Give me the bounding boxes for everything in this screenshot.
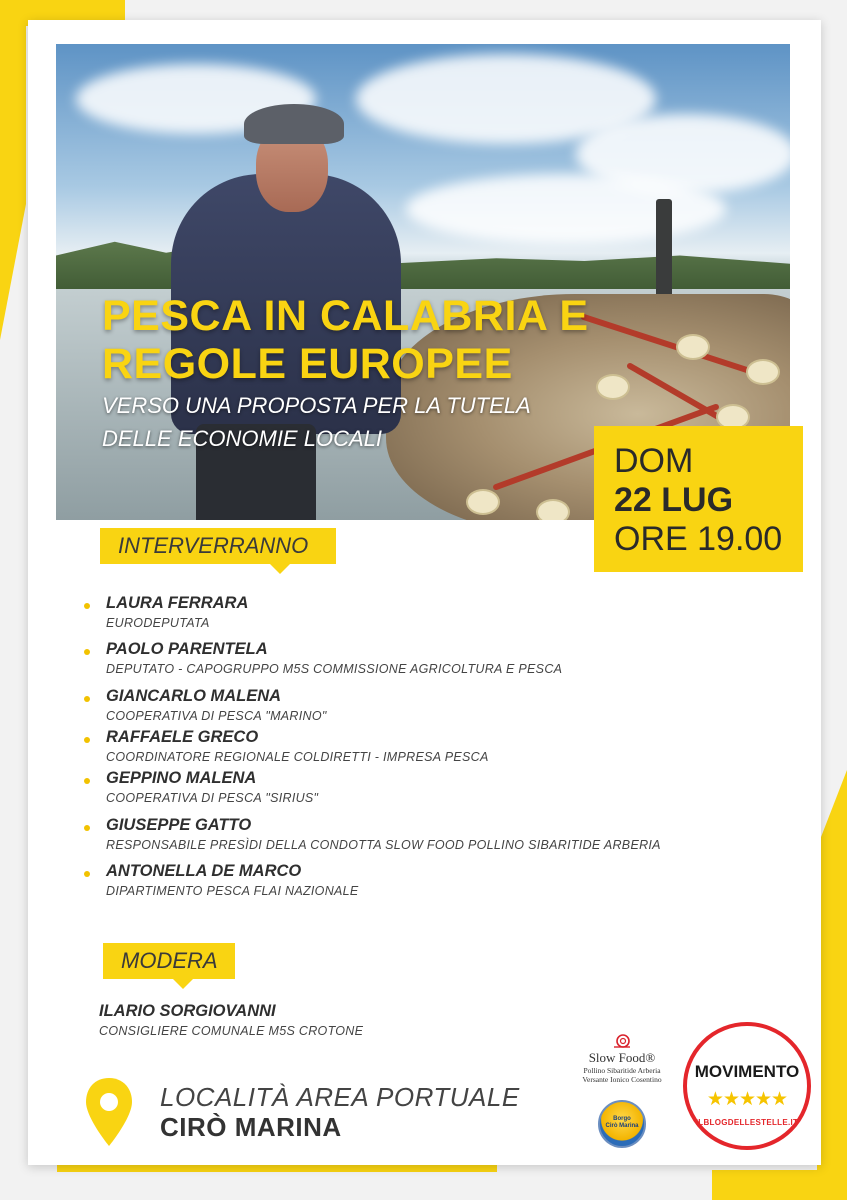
event-subtitle-line2: DELLE ECONOMIE LOCALI — [102, 426, 382, 451]
speaker-role: EURODEPUTATA — [106, 616, 210, 630]
moderator-name: ILARIO SORGIOVANNI — [99, 1002, 276, 1020]
bullet-icon — [84, 871, 90, 877]
snail-icon — [613, 1034, 631, 1048]
borgo-badge-logo — [598, 1100, 646, 1148]
bullet-icon — [84, 737, 90, 743]
net-float — [746, 359, 780, 385]
speaker-role: DIPARTIMENTO PESCA FLAI NAZIONALE — [106, 884, 359, 898]
event-subtitle — [102, 389, 662, 455]
bullet-icon — [84, 649, 90, 655]
yellow-stripe-right — [817, 770, 847, 1200]
bullet-icon — [84, 778, 90, 784]
location-line1: LOCALITÀ AREA PORTUALE — [160, 1082, 520, 1112]
m5s-blog: ILBLOGDELLESTELLE.IT — [695, 1118, 799, 1127]
slowfood-sub1: Pollino Sibaritide Arberia — [583, 1066, 661, 1075]
speaker-name: GEPPINO MALENA — [106, 769, 257, 787]
fisherman-cap — [244, 104, 344, 144]
speaker-role: DEPUTATO - CAPOGRUPPO M5S COMMISSIONE AGRICOLTURA E PESCA — [106, 662, 563, 676]
event-title — [102, 292, 722, 388]
m5s-title: MOVIMENTO — [694, 1062, 800, 1081]
speaker-role: RESPONSABILE PRESÌDI DELLA CONDOTTA SLOW FOOD POLLINO SIBARITIDE ARBERIA — [106, 838, 661, 852]
location-pin-icon — [84, 1076, 134, 1148]
yellow-corner-bottom — [712, 1170, 847, 1200]
speaker-role: COORDINATORE REGIONALE COLDIRETTI - IMPRESA PESCA — [106, 750, 489, 764]
moderator-role: CONSIGLIERE COMUNALE M5S CROTONE — [99, 1024, 364, 1038]
date-time: ORE 19.00 — [614, 520, 783, 558]
m5s-stars-icon: ★★★★★ — [706, 1089, 788, 1110]
badge-text-1: Borgo — [613, 1116, 631, 1122]
speaker-name: GIUSEPPE GATTO — [106, 816, 252, 834]
badge-text — [600, 1116, 644, 1130]
slowfood-title: Slow Food® — [588, 1050, 656, 1065]
speaker-name: LAURA FERRARA — [106, 594, 249, 612]
slowfood-sub2: Versante Ionico Cosentino — [582, 1075, 662, 1084]
bullet-icon — [84, 603, 90, 609]
poster-card — [28, 20, 821, 1165]
speaker-role: COOPERATIVA DI PESCA "MARINO" — [106, 709, 327, 723]
speakers-label: INTERVERRANNO — [100, 528, 336, 564]
date-date: 22 LUG — [614, 481, 734, 519]
date-day: DOM — [614, 442, 694, 480]
moderator-label: MODERA — [103, 943, 235, 979]
speaker-name: RAFFAELE GRECO — [106, 728, 259, 746]
date-box — [594, 426, 803, 572]
speaker-name: PAOLO PARENTELA — [106, 640, 268, 658]
slowfood-logo — [580, 1034, 664, 1084]
speaker-name: ANTONELLA DE MARCO — [106, 862, 302, 880]
treeline — [56, 239, 790, 294]
net-float — [536, 499, 570, 520]
speaker-name: GIANCARLO MALENA — [106, 687, 282, 705]
bullet-icon — [84, 825, 90, 831]
badge-text-2: Cirò Marina — [605, 1123, 639, 1129]
location-line2: CIRÒ MARINA — [160, 1112, 342, 1142]
bullet-icon — [84, 696, 90, 702]
event-title-line1: PESCA IN CALABRIA E — [102, 292, 589, 340]
event-title-line2: REGOLE EUROPEE — [102, 340, 513, 388]
event-subtitle-line1: VERSO UNA PROPOSTA PER LA TUTELA — [102, 393, 531, 418]
speaker-role: COOPERATIVA DI PESCA "SIRIUS" — [106, 791, 319, 805]
net-float — [466, 489, 500, 515]
yellow-stripe-left — [0, 0, 26, 340]
cloud — [406, 174, 726, 244]
m5s-logo — [683, 1022, 811, 1150]
